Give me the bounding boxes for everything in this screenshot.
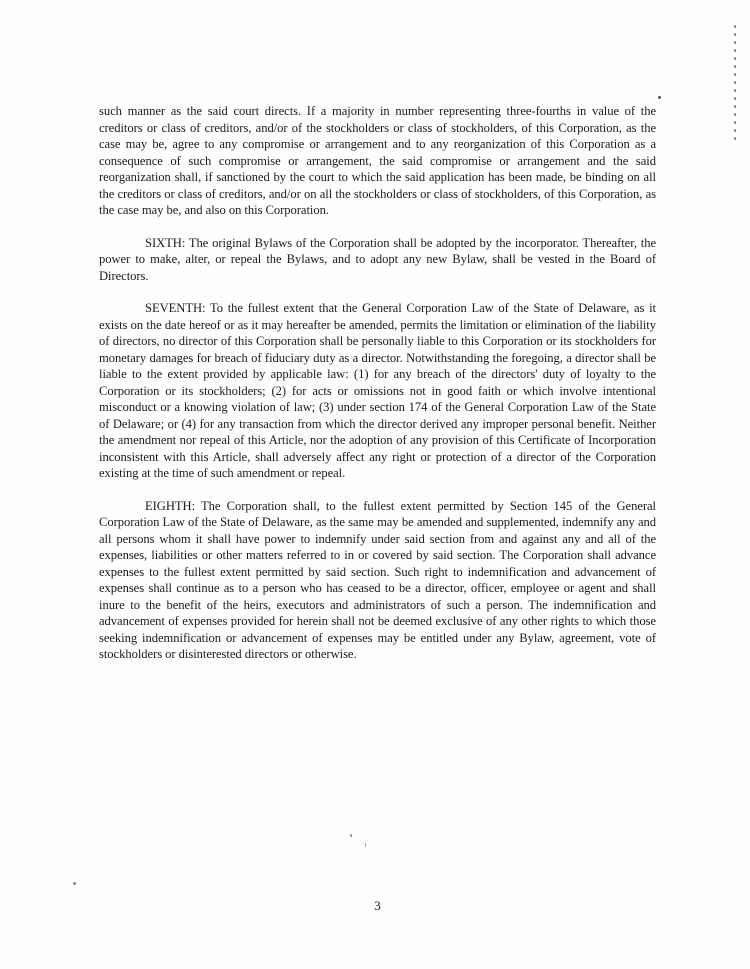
scan-artifact-speck: [73, 882, 76, 885]
scan-artifact-speck: [658, 96, 661, 99]
page-number: 3: [374, 898, 381, 913]
document-body: [99, 103, 656, 679]
paragraph-sixth: SIXTH: The original Bylaws of the Corporation shall be adopted by the incorporator. Thereafter, the power to make, alter, or repeal the Bylaws, and to adopt any new Bylaw, shall be vested in the Board of Directors.: [99, 235, 656, 283]
paragraph-seventh: SEVENTH: To the fullest extent that the General Corporation Law of the State of Delaware, as it exists on the date hereof or as it may hereafter be amended, permits the limitation or elimination of the liability of directors, no director of this Corporation shall be personally liable to this Corporation or its stockholders for monetary damages for breach of fiduciary duty as a director. Notwithstanding the foregoing, a director shall be liable to the extent provided by applicable law: (1) for any breach of the directors' duty of loyalty to the Corporation or its stockholders; (2) for acts or omissions not in good faith or which involve intentional misconduct or a knowing violation of law; (3) under section 174 of the General Corporation Law of the State of Delaware; or (4) for any transaction from which the director derived any improper personal benefit. Neither the amendment nor repeal of this Article, nor the adoption of any provision of this Certificate of Incorporation inconsistent with this Article, shall adversely affect any right or protection of a director of the Corporation existing at the time of such amendment or repeal.: [99, 301, 656, 480]
scan-artifact-speck: [365, 843, 366, 847]
scan-artifact-speck: [350, 834, 352, 837]
scan-artifact-dotted-line: [734, 25, 736, 143]
paragraph-continuation: such manner as the said court directs. If a majority in number representing three-fourths in value of the creditors or class of creditors, and/or of the stockholders or class of stockholders, of this Corporation, as the case may be, agree to any compromise or arrangement and to any reorganization of this Corporation as a consequence of such compromise or arrangement, the said compromise or arrangement and the said reorganization shall, if sanctioned by the court to which the said application has been made, be binding on all the creditors or class of creditors, and/or on all the stockholders or class of stockholders, of this Corporation, as the case may be, and also on this Corporation.: [99, 104, 656, 217]
paragraph-eighth: EIGHTH: The Corporation shall, to the fullest extent permitted by Section 145 of the General Corporation Law of the State of Delaware, as the same may be amended and supplemented, indemnify any and all persons whom it shall have power to indemnify under said section from and against any and all of the expenses, liabilities or other matters referred to in or covered by said section. The Corporation shall advance expenses to the fullest extent permitted by said section. Such right to indemnification and advancement of expenses shall continue as to a person who has ceased to be a director, officer, employee or agent and shall inure to the benefit of the heirs, executors and administrators of such a person. The indemnification and advancement of expenses provided for herein shall not be deemed exclusive of any other rights to which those seeking indemnification or advancement of expenses may be entitled under any Bylaw, agreement, vote of stockholders or disinterested directors or otherwise.: [99, 498, 656, 661]
